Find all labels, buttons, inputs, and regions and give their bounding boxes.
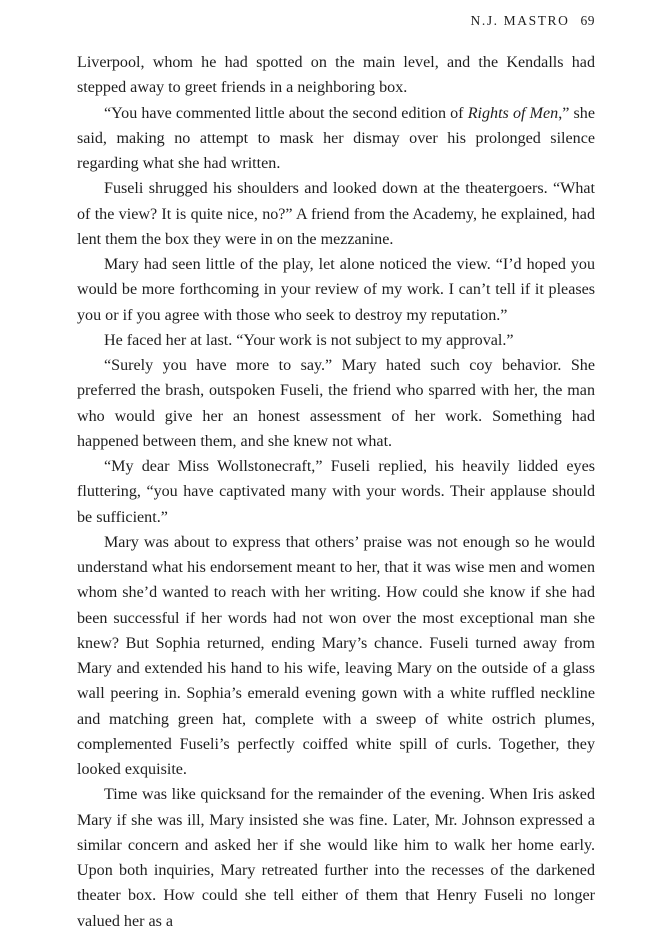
text-segment: Mary had seen little of the play, let alone noticed the view. “I’d hoped you would be more forthcoming in your review of my work. I can’t tell if it pleases you or if you agree with those who seek to destroy my reputation.”	[77, 256, 595, 324]
text-segment: “Surely you have more to say.” Mary hated such coy behavior. She preferred the brash, outspoken Fuseli, the friend who sparred with her, the man who would give her an honest assessment of her work. Something had happened between them, and she knew not what.	[77, 357, 595, 450]
paragraph	[77, 252, 595, 328]
paragraph	[77, 530, 595, 783]
text-segment: ,” she said, making no attempt to mask her dismay over his prolonged silence regarding what she had written.	[77, 104, 595, 172]
text-segment: “My dear Miss Wollstonecraft,” Fuseli replied, his heavily lidded eyes fluttering, “you have captivated many with your words. Their applause should be sufficient.”	[77, 458, 595, 526]
paragraph	[77, 101, 595, 177]
paragraph	[77, 782, 595, 934]
text-segment: He faced her at last. “Your work is not subject to my approval.”	[104, 331, 514, 349]
body-text	[77, 50, 595, 934]
text-segment: Mary was about to express that others’ praise was not enough so he would understand what his endorsement meant to her, that it was wise men and women whom she’d wanted to reach with her writing. How could she know if she had been successful if her words had not won over the most exceptional man she knew? But Sophia returned, ending Mary’s chance. Fuseli turned away from Mary and extended his hand to his wife, leaving Mary on the outside of a glass wall peering in. Sophia’s emerald evening gown with a white ruffled neckline and matching green hat, complete with a sweep of white ostrich plumes, complemented Fuseli’s perfectly coiffed white spill of curls. Together, they looked exquisite.	[77, 533, 595, 778]
text-segment: Fuseli shrugged his shoulders and looked down at the theatergoers. “What of the view? It is quite nice, no?” A friend from the Academy, he explained, had lent them the box they were in on the mezzanine.	[77, 180, 595, 248]
text-segment: “You have commented little about the second edition of	[104, 104, 468, 122]
running-head-author: N.J. MASTRO	[470, 13, 570, 28]
paragraph	[77, 50, 595, 101]
page-number: 69	[580, 13, 595, 28]
text-segment: Liverpool, whom he had spotted on the main level, and the Kendalls had stepped away to greet friends in a neighboring box.	[77, 54, 595, 97]
italic-title: Rights of Men	[467, 104, 559, 122]
paragraph	[77, 176, 595, 252]
paragraph	[77, 353, 595, 454]
paragraph	[77, 454, 595, 530]
paragraph	[77, 328, 595, 353]
running-head	[471, 13, 596, 29]
text-segment: Time was like quicksand for the remainder of the evening. When Iris asked Mary if she was ill, Mary insisted she was fine. Later, Mr. Johnson expressed a similar concern and asked her if she would like him to walk her home early. Upon both inquiries, Mary retreated further into the recesses of the darkened theater box. How could she tell either of them that Henry Fuseli no longer valued her as a	[77, 786, 595, 930]
